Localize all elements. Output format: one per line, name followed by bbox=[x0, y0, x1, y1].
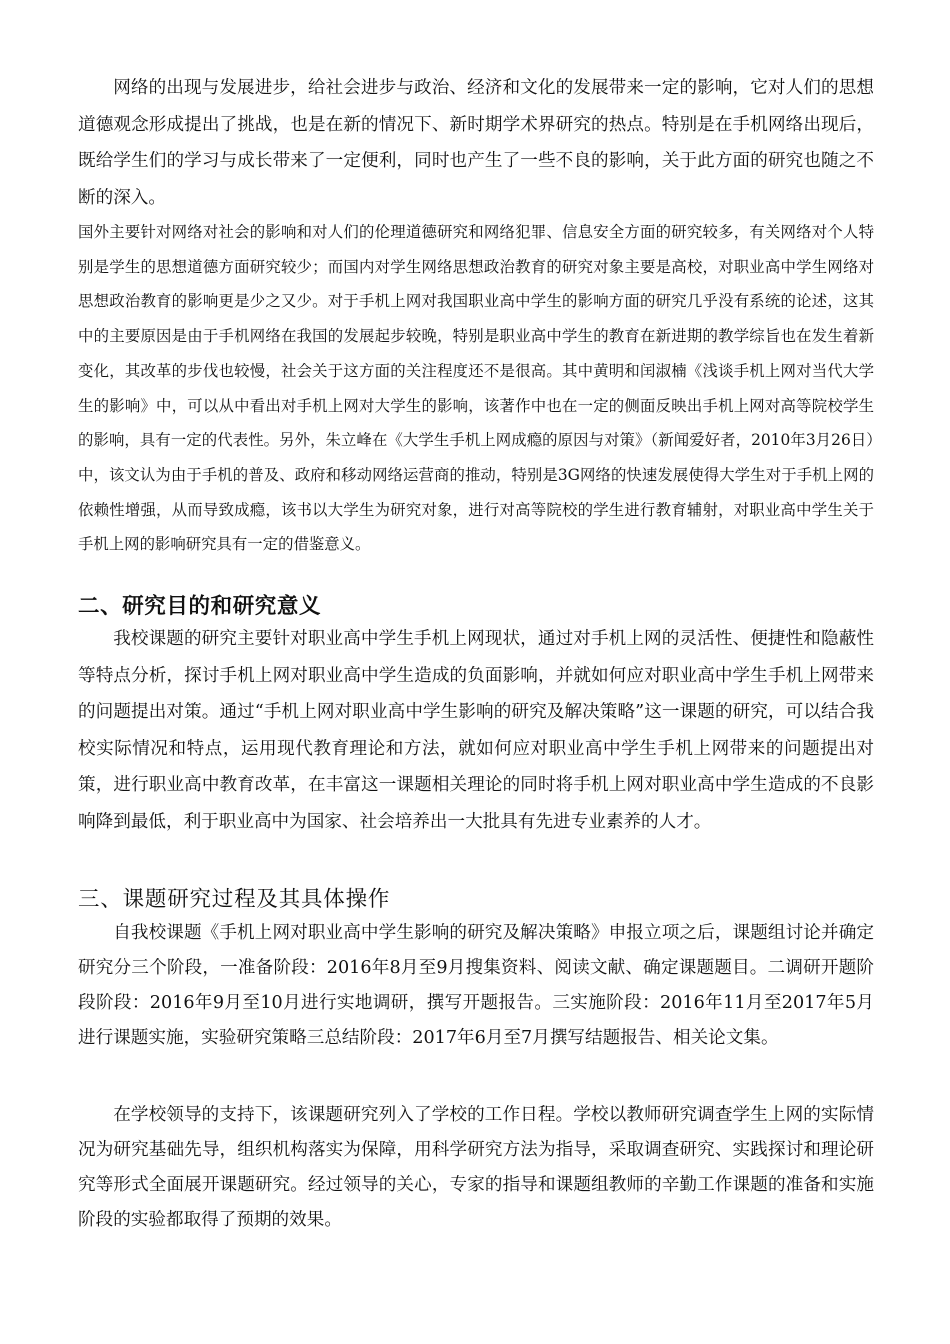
intro-paragraph: 网络的出现与发展进步，给社会进步与政治、经济和文化的发展带来一定的影响，它对人们的思想道德观念形成提出了挑战，也是在新的情况下、新时期学术界研究的热点。特别是在手机网络出现后，既给学生们的学习与成长带来了一定便利，同时也产生了一些不良的影响，关于此方面的研究也随之不断的深入。 bbox=[78, 78, 874, 208]
research-stages-paragraph: 自我校课题《手机上网对职业高中学生影响的研究及解决策略》申报立项之后，课题组讨论并确定研究分三个阶段，一准备阶段：2016年8月至9月搜集资料、阅读文献、确定课题题目。二调研开题阶段阶段：2016年9月至10月进行实地调研，撰写开题报告。三实施阶段：2016年11月至2017年5月进行课题实施，实验研究策略三总结阶段：2017年6月至7月撰写结题报告、相关论文集。 bbox=[78, 923, 874, 1048]
research-support-paragraph: 在学校领导的支持下，该课题研究列入了学校的工作日程。学校以教师研究调查学生上网的实际情况为研究基础先导，组织机构落实为保障，用科学研究方法为指导，采取调查研究、实践探讨和理论研究等形式全面展开课题研究。经过领导的关心，专家的指导和课题组教师的辛勤工作课题的准备和实施阶段的实验都取得了预期的效果。 bbox=[78, 1105, 874, 1230]
section-heading-research-process: 三、课题研究过程及其具体操作 bbox=[78, 887, 391, 912]
literature-review-paragraph: 国外主要针对网络对社会的影响和对人们的伦理道德研究和网络犯罪、信息安全方面的研究较多，有关网络对个人特别是学生的思想道德方面研究较少；而国内对学生网络思想政治教育的研究对象主要是高校，对职业高中学生网络对思想政治教育的影响更是少之又少。对于手机上网对我国职业高中学生的影响方面的研究几乎没有系统的论述，这其中的主要原因是由于手机网络在我国的发展起步较晚，特别是职业高中学生的教育在新进期的教学综旨也在发生着新变化，其改革的步伐也较慢，社会关于这方面的关注程度还不是很高。其中黄明和闰淑楠《浅谈手机上网对当代大学生的影响》中，可以从中看出对手机上网对大学生的影响，该著作中也在一定的侧面反映出手机上网对高等院校学生的影响，具有一定的代表性。另外，朱立峰在《大学生手机上网成瘾的原因与对策》（新闻爱好者，2010年3月26日）中，该文认为由于手机的普及、政府和移动网络运营商的推动，特别是3G网络的快速发展使得大学生对于手机上网的依赖性增强，从而导致成瘾，该书以大学生为研究对象，进行对高等院校的学生进行教育辅射，对职业高中学生关于手机上网的影响研究具有一定的借鉴意义。 bbox=[78, 223, 874, 554]
section-heading-research-purpose: 二、研究目的和研究意义 bbox=[78, 594, 322, 619]
research-purpose-paragraph: 我校课题的研究主要针对职业高中学生手机上网现状，通过对手机上网的灵活性、便捷性和隐蔽性等特点分析，探讨手机上网对职业高中学生造成的负面影响，并就如何应对职业高中学生手机上网带来的问题提出对策。通过“手机上网对职业高中学生影响的研究及解决策略”这一课题的研究，可以结合我校实际情况和特点，运用现代教育理论和方法，就如何应对职业高中学生手机上网带来的问题提出对策，进行职业高中教育改革，在丰富这一课题相关理论的同时将手机上网对职业高中学生造成的不良影响降到最低，利于职业高中为国家、社会培养出一大批具有先进专业素养的人才。 bbox=[78, 629, 874, 832]
